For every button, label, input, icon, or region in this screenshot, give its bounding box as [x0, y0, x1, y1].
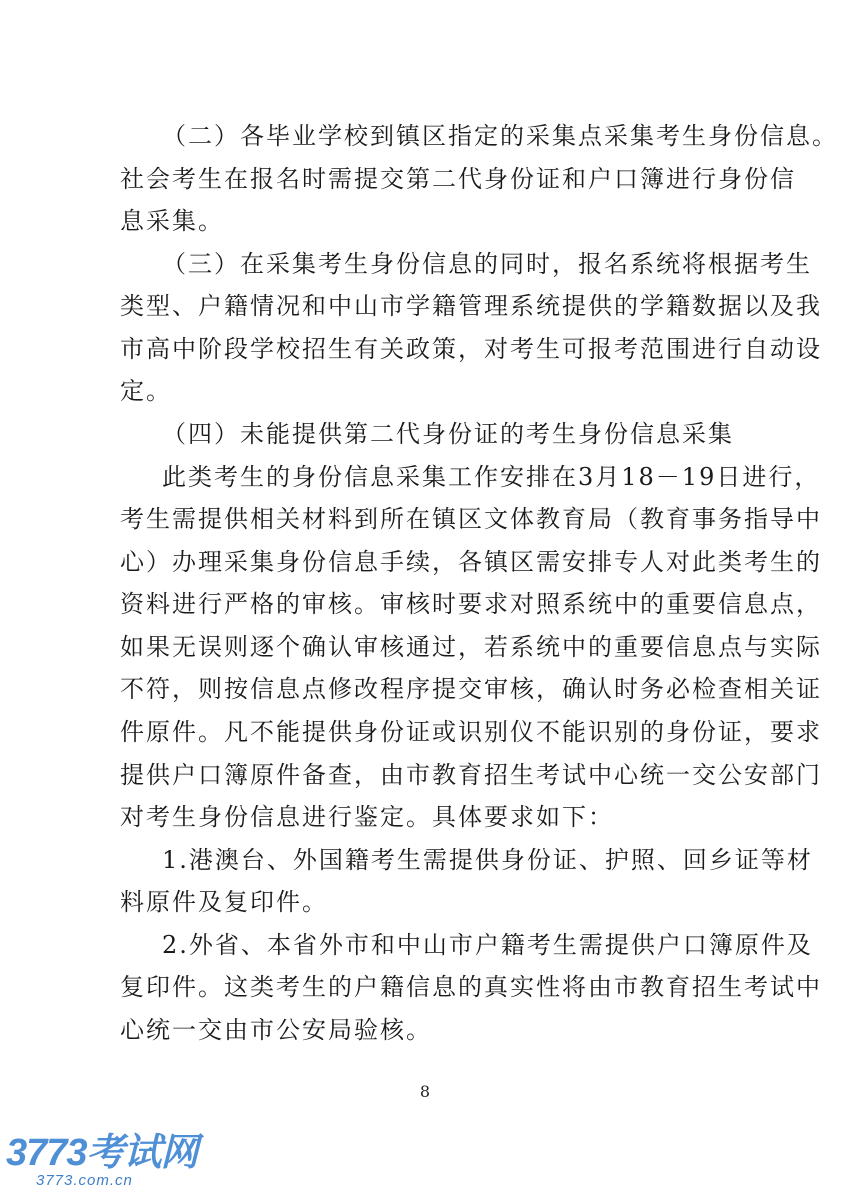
paragraph-4-line-7: 件原件。凡不能提供身份证或识别仪不能识别的身份证，要求: [120, 718, 822, 746]
paragraph-2-line-2: 社会考生在报名时需提交第二代身份证和户口簿进行身份信: [120, 165, 796, 193]
paragraph-4-line-6: 不符，则按信息点修改程序提交审核，确认时务必检查相关证: [120, 675, 822, 703]
paragraph-4-line-5: 如果无误则逐个确认审核通过，若系统中的重要信息点与实际: [120, 633, 822, 661]
paragraph-3-line-2: 类型、户籍情况和中山市学籍管理系统提供的学籍数据以及我: [120, 292, 822, 320]
paragraph-4-line-4: 资料进行严格的审核。审核时要求对照系统中的重要信息点，: [120, 590, 822, 618]
paragraph-2-line-1: （二）各毕业学校到镇区指定的采集点采集考生身份信息。: [162, 122, 838, 150]
watermark-main-text: 3773考试网: [6, 1132, 198, 1174]
paragraph-4-line-9: 对考生身份信息进行鉴定。具体要求如下：: [120, 803, 614, 831]
item-2-line-2: 复印件。这类考生的户籍信息的真实性将由市教育招生考试中: [120, 973, 822, 1001]
item-2-line-3: 心统一交由市公安局验核。: [120, 1016, 432, 1044]
paragraph-3-line-4: 定。: [120, 377, 172, 405]
watermark-url-text: 3773.com.cn: [36, 1172, 133, 1189]
paragraph-4-line-3: 心）办理采集身份信息手续，各镇区需安排专人对此类考生的: [120, 548, 822, 576]
watermark-logo: [6, 1133, 198, 1189]
paragraph-4-line-1: 此类考生的身份信息采集工作安排在3月18－19日进行，: [162, 463, 821, 491]
section-heading-4: （四）未能提供第二代身份证的考生身份信息采集: [162, 420, 734, 448]
paragraph-3-line-3: 市高中阶段学校招生有关政策，对考生可报考范围进行自动设: [120, 335, 822, 363]
item-2-line-1: 2.外省、本省外市和中山市户籍考生需提供户口簿原件及: [162, 931, 813, 959]
paragraph-4-line-8: 提供户口簿原件备查，由市教育招生考试中心统一交公安部门: [120, 761, 822, 789]
page-number: 8: [419, 1082, 431, 1101]
paragraph-4-line-2: 考生需提供相关材料到所在镇区文体教育局（教育事务指导中: [120, 505, 822, 533]
paragraph-3-line-1: （三）在采集考生身份信息的同时，报名系统将根据考生: [162, 250, 812, 278]
item-1-line-1: 1.港澳台、外国籍考生需提供身份证、护照、回乡证等材: [162, 846, 813, 874]
item-1-line-2: 料原件及复印件。: [120, 888, 328, 916]
paragraph-2-line-3: 息采集。: [120, 207, 224, 235]
